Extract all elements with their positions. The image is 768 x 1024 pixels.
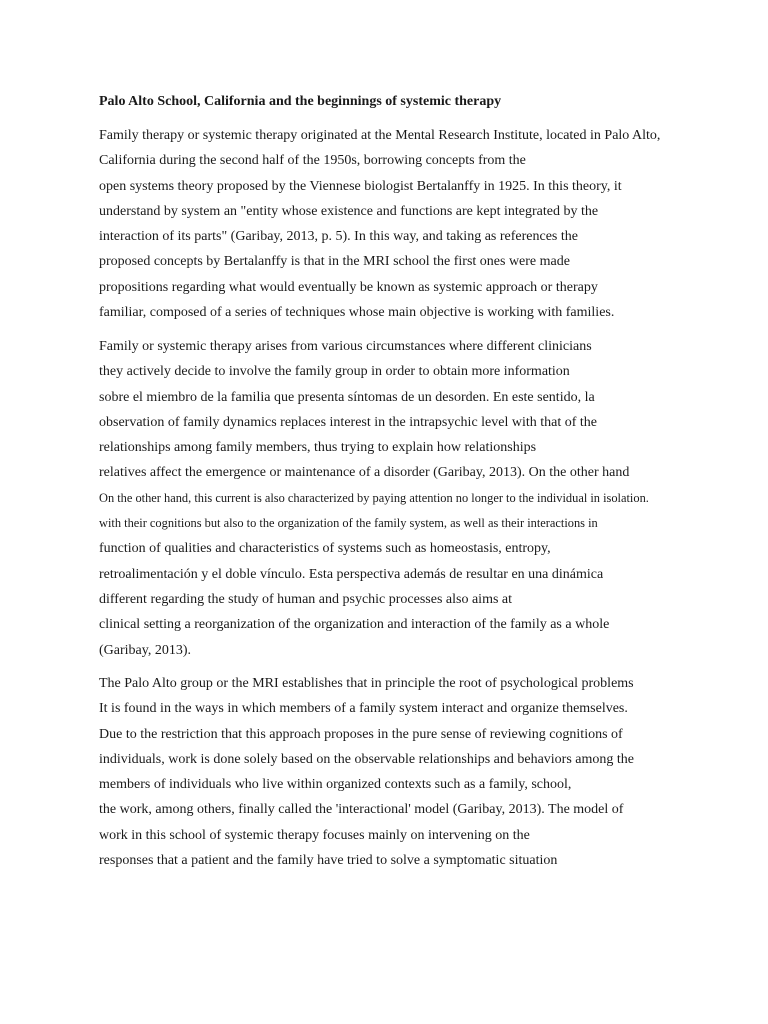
document-title: Palo Alto School, California and the beginnings of systemic therapy	[99, 94, 502, 109]
text-line: Due to the restriction that this approach proposes in the pure sense of reviewing cognitions of	[99, 726, 623, 742]
text-line: Family therapy or systemic therapy originated at the Mental Research Institute, located in Palo Alto,	[99, 128, 661, 143]
text-line: individuals, work is done solely based on the observable relationships and behaviors among the	[99, 751, 635, 767]
text-line: clinical setting a reorganization of the organization and interaction of the family as a whole	[99, 617, 610, 633]
text-line: the work, among others, finally called the 'interactional' model (Garibay, 2013). The model of	[99, 802, 624, 818]
text-line: familiar, composed of a series of techniques whose main objective is working with families.	[99, 305, 615, 321]
text-line: (Garibay, 2013).	[99, 642, 192, 658]
text-line: with their cognitions but also to the organization of the family system, as well as their interactions in	[99, 516, 598, 531]
text-line: different regarding the study of human and psychic processes also aims at	[99, 591, 513, 607]
text-line: understand by system an "entity whose existence and functions are kept integrated by the	[99, 203, 599, 219]
text-line: Family or systemic therapy arises from various circumstances where different clinicians	[99, 339, 592, 354]
text-line: California during the second half of the 1950s, borrowing concepts from the	[99, 153, 526, 169]
paragraph-1	[99, 123, 660, 325]
text-line: retroalimentación y el doble vínculo. Esta perspectiva además de resultar en una dinámica	[99, 566, 604, 582]
text-line: members of individuals who live within organized contexts such as a family, school,	[99, 777, 572, 793]
text-line: responses that a patient and the family have tried to solve a symptomatic situation	[99, 853, 558, 869]
text-line: they actively decide to involve the family group in order to obtain more information	[99, 364, 570, 380]
text-line: proposed concepts by Bertalanffy is that in the MRI school the first ones were made	[99, 254, 570, 270]
text-line: On the other hand, this current is also characterized by paying attention no longer to the individual in isolation.	[99, 490, 649, 505]
text-line: The Palo Alto group or the MRI establishes that in principle the root of psychological problems	[99, 676, 634, 691]
text-line: It is found in the ways in which members of a family system interact and organize themselves.	[99, 701, 628, 717]
text-line: relationships among family members, thus trying to explain how relationships	[99, 440, 537, 456]
text-line: work in this school of systemic therapy focuses mainly on intervening on the	[99, 827, 530, 843]
text-line: interaction of its parts" (Garibay, 2013, p. 5). In this way, and taking as references the	[99, 229, 578, 245]
text-line: observation of family dynamics replaces interest in the intrapsychic level with that of the	[99, 414, 598, 430]
paragraph-2	[99, 334, 649, 663]
text-line: relatives affect the emergence or maintenance of a disorder (Garibay, 2013). On the other hand	[99, 465, 630, 481]
paragraph-3	[99, 671, 634, 873]
text-line: propositions regarding what would eventually be known as systemic approach or therapy	[99, 279, 598, 295]
text-line: open systems theory proposed by the Viennese biologist Bertalanffy in 1925. In this theory, it	[99, 178, 622, 194]
text-line: sobre el miembro de la familia que presenta síntomas de un desorden. En este sentido, la	[99, 389, 595, 405]
text-line: function of qualities and characteristics of systems such as homeostasis, entropy,	[99, 541, 551, 557]
